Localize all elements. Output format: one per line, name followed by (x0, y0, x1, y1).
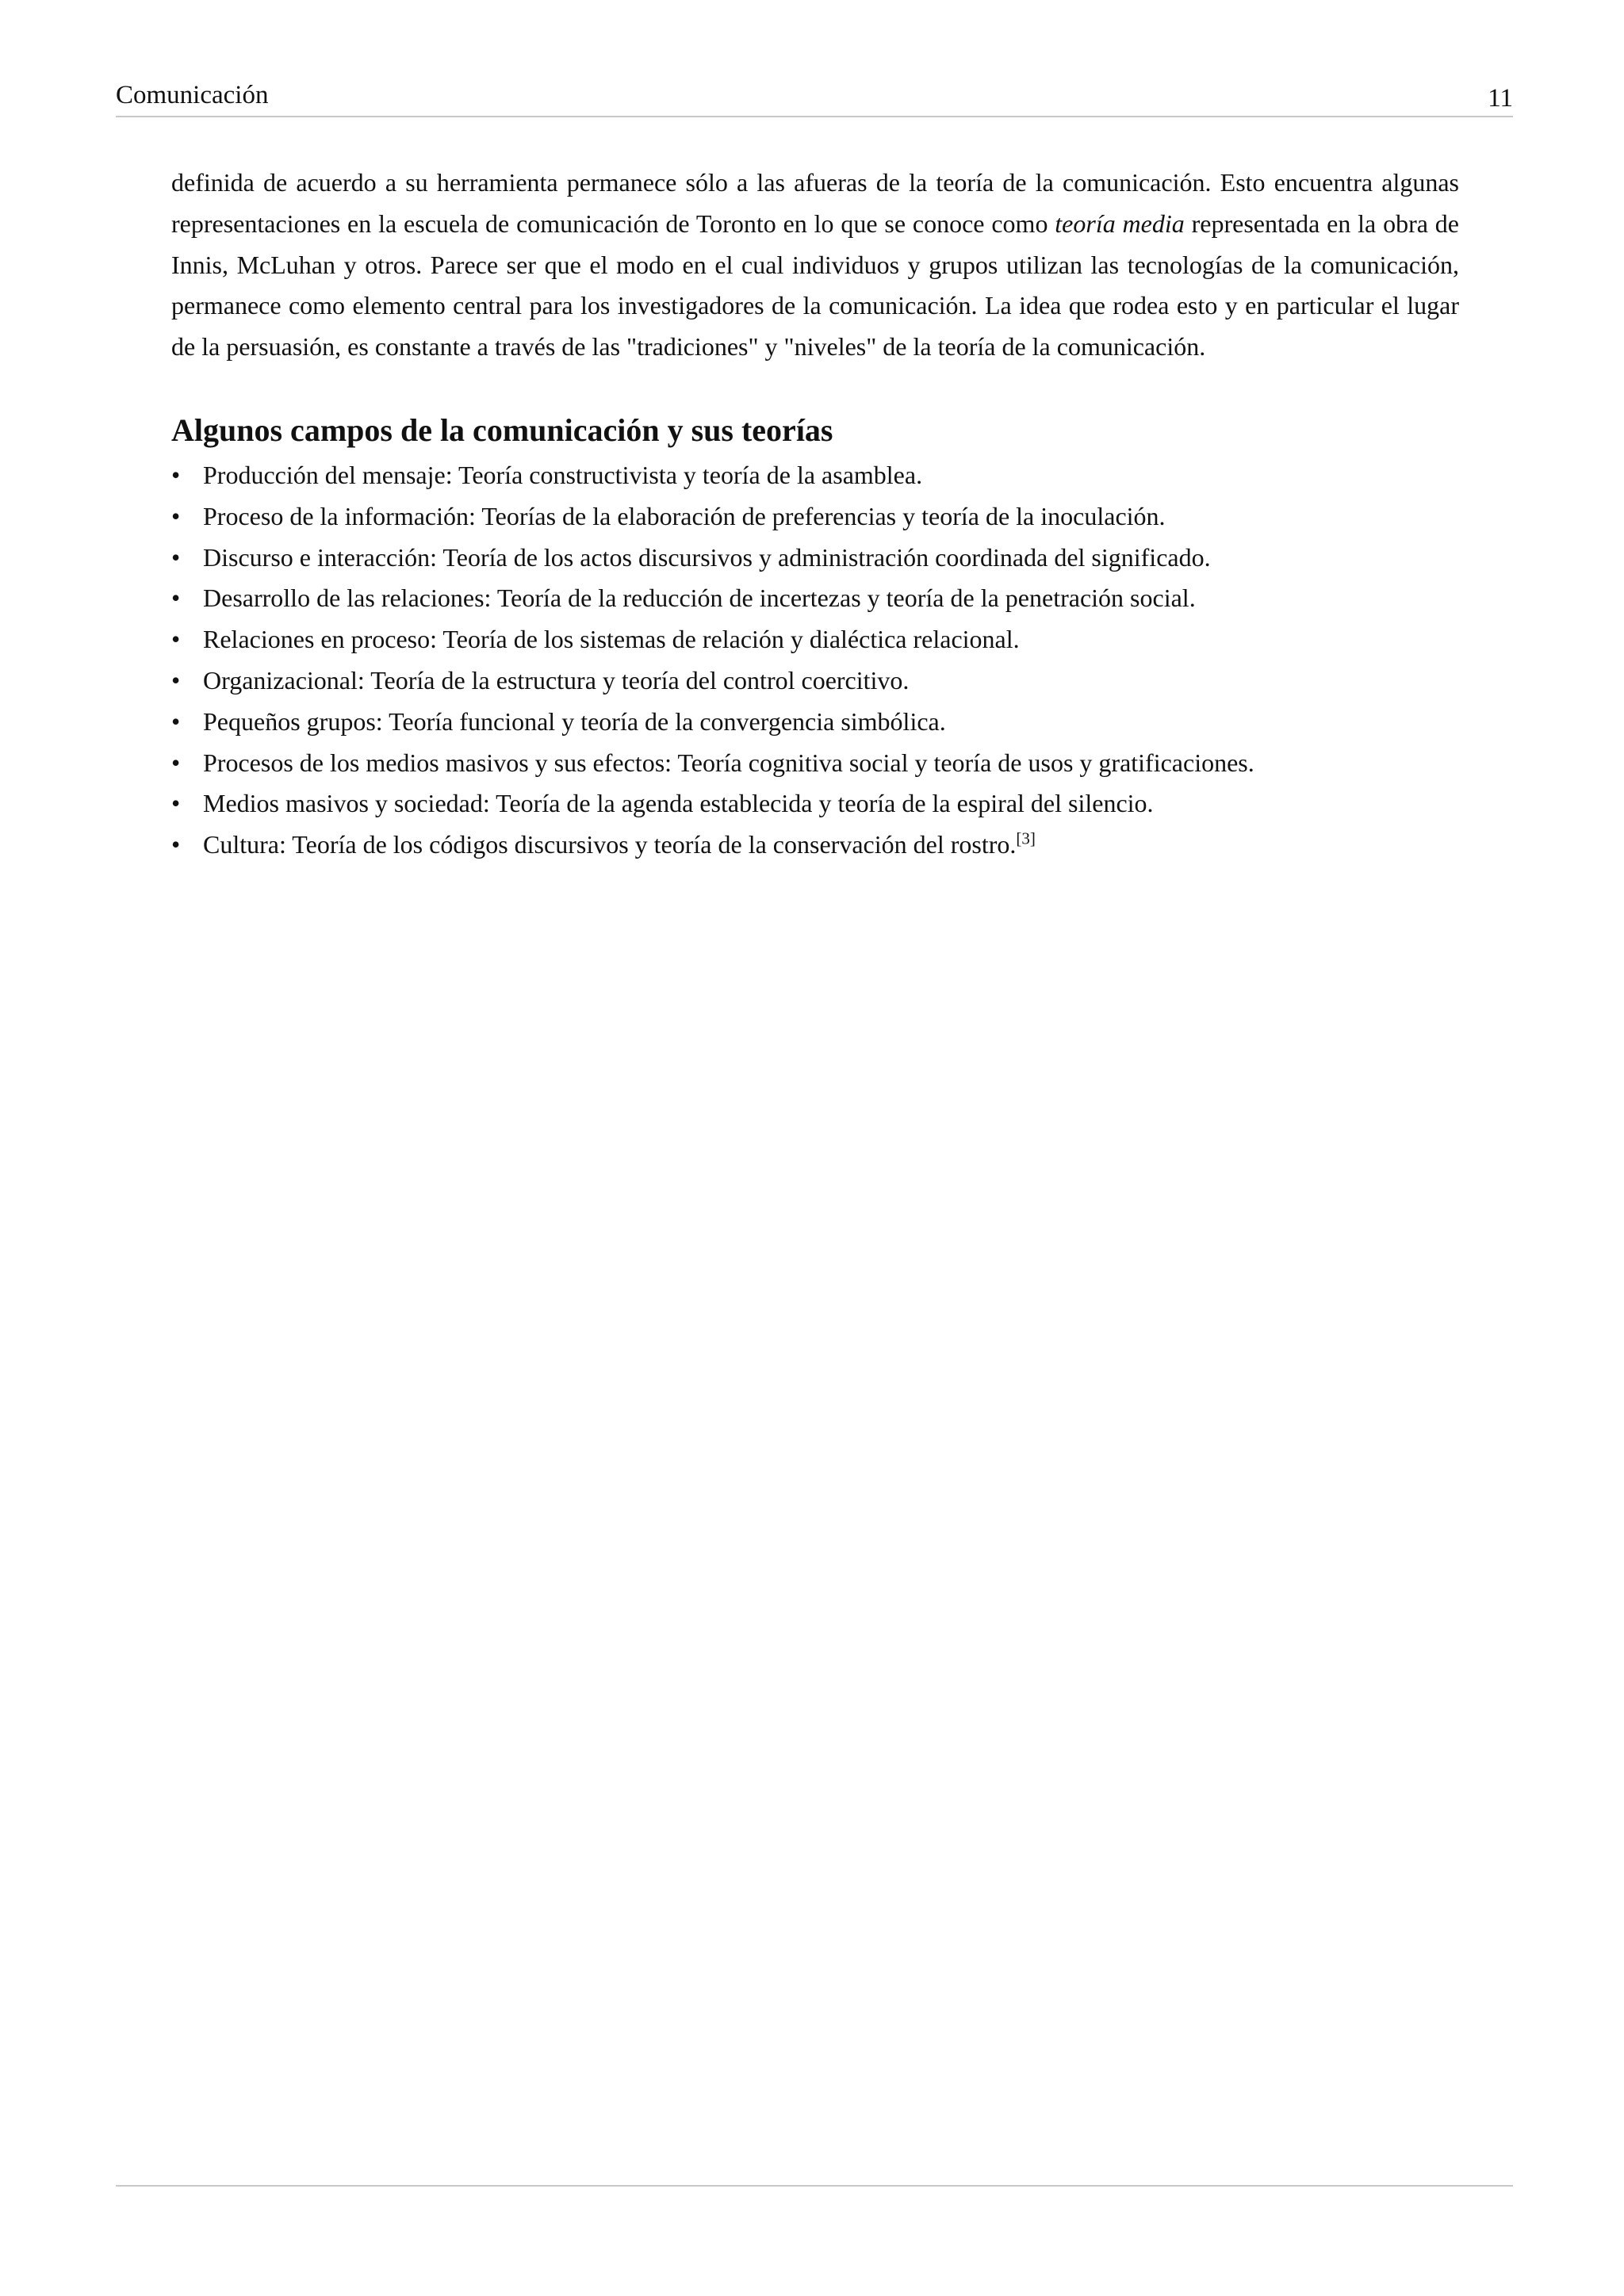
intro-text-after: representada en la obra de Innis, McLuhan y otros. Parece ser que el modo en el cual individuos y grupos utilizan las tecnologías de la comunicación, permanece como elemento central para los investigadores de la comunicación. La idea que rodea esto y en particular el lugar de la persuasión, es constante a través de las "tradiciones" y "niveles" de la teoría de la comunicación. (171, 209, 1460, 362)
list-item (171, 825, 1459, 866)
list-item (171, 743, 1459, 784)
bullet-icon: • (171, 584, 181, 613)
intro-paragraph (171, 163, 1459, 368)
list-item (171, 619, 1459, 660)
list-item-text: Pequeños grupos: Teoría funcional y teoría de la convergencia simbólica. (203, 706, 946, 736)
intro-emphasis: teoría media (1055, 209, 1185, 238)
bullet-icon: • (171, 460, 181, 489)
footer-divider (116, 2185, 1513, 2187)
list-item (171, 496, 1459, 538)
bullet-icon: • (171, 748, 181, 777)
list-item-text: Desarrollo de las relaciones: Teoría de la reducción de incertezas y teoría de la penetración social. (203, 584, 1196, 613)
page-header (116, 76, 1513, 117)
theory-list (171, 455, 1459, 866)
list-item (171, 702, 1459, 743)
list-item (171, 660, 1459, 702)
list-item-text: Relaciones en proceso: Teoría de los sistemas de relación y dialéctica relacional. (203, 625, 1020, 654)
section-heading: Algunos campos de la comunicación y sus teorías (171, 411, 833, 448)
list-item-text: Discurso e interacción: Teoría de los actos discursivos y administración coordinada del significado. (203, 542, 1211, 572)
intro-text-before: definida de acuerdo a su herramienta permanece sólo a las afueras de la teoría de la comunicación. Esto encuentra algunas representaciones en la escuela de comunicación de Toronto en lo que se conoce como (171, 168, 1459, 238)
running-header-title: Comunicación (116, 81, 269, 109)
bullet-icon: • (171, 625, 181, 654)
list-item (171, 455, 1459, 496)
bullet-icon: • (171, 665, 181, 695)
list-item-text: Procesos de los medios masivos y sus efectos: Teoría cognitiva social y teoría de usos y gratificaciones. (203, 748, 1254, 777)
list-item-text: Medios masivos y sociedad: Teoría de la agenda establecida y teoría de la espiral del silencio. (203, 789, 1154, 818)
list-item (171, 538, 1459, 579)
list-item-text: Producción del mensaje: Teoría constructivista y teoría de la asamblea. (203, 460, 923, 489)
list-item-text: Proceso de la información: Teorías de la elaboración de preferencias y teoría de la inoculación. (203, 501, 1166, 530)
page-number: 11 (1488, 84, 1513, 113)
bullet-icon: • (171, 789, 181, 818)
footnote-reference-link[interactable]: [3] (1016, 828, 1036, 848)
bullet-icon: • (171, 830, 181, 859)
page-content (171, 163, 1459, 866)
list-item-text: Organizacional: Teoría de la estructura y teoría del control coercitivo. (203, 665, 910, 695)
bullet-icon: • (171, 501, 181, 530)
list-item (171, 578, 1459, 619)
list-item (171, 783, 1459, 825)
bullet-icon: • (171, 542, 181, 572)
list-item-text: Cultura: Teoría de los códigos discursivos y teoría de la conservación del rostro. (203, 830, 1017, 859)
bullet-icon: • (171, 706, 181, 736)
